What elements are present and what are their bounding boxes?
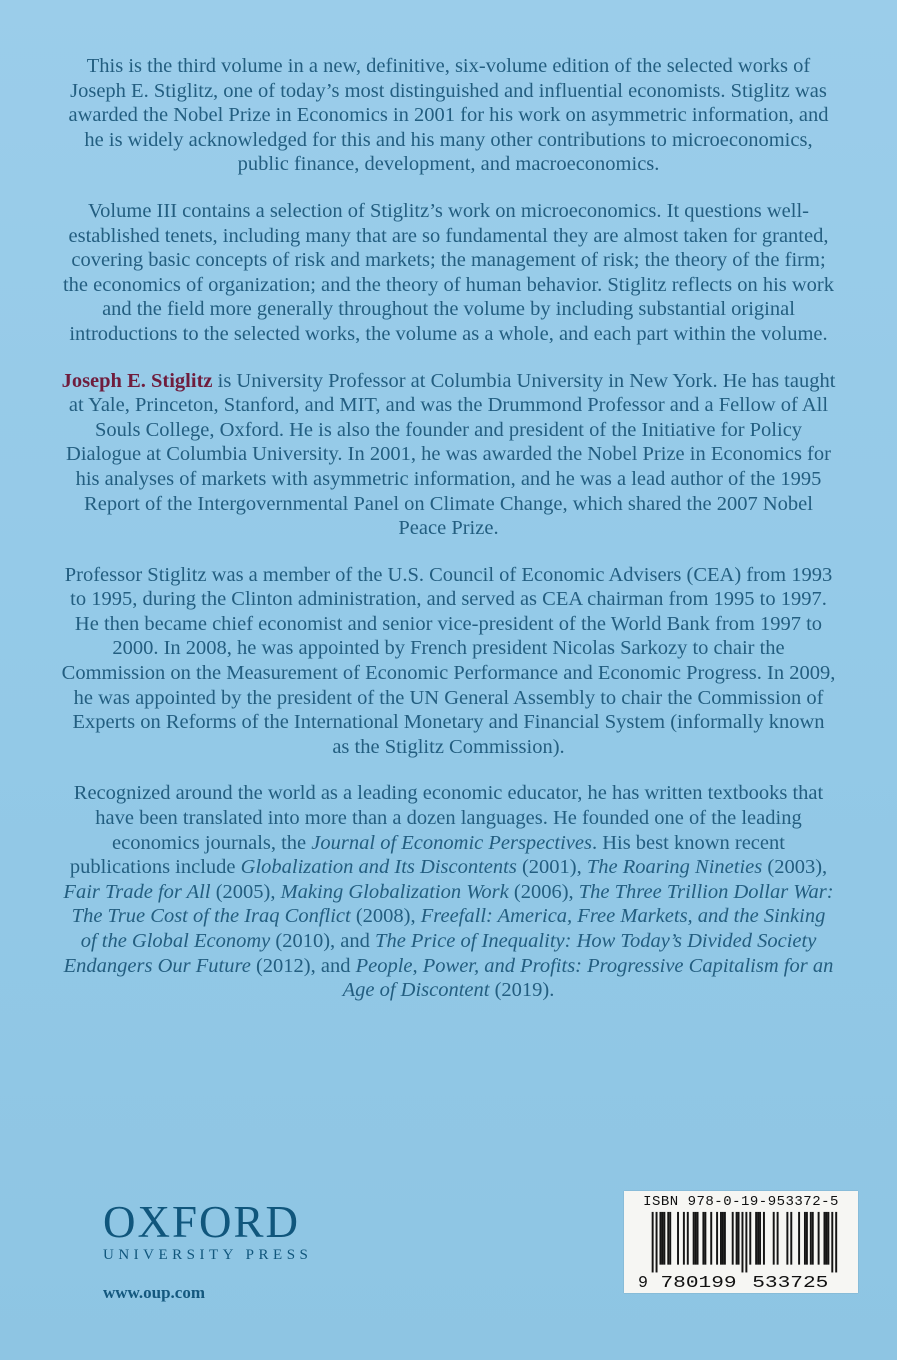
ean13-barcode [638, 1211, 844, 1289]
oxford-university-press-logo [103, 1197, 313, 1264]
svg-text:9: 9 [638, 1273, 648, 1289]
svg-text:780199: 780199 [660, 1273, 737, 1289]
author-career-paragraph: Professor Stiglitz was a member of the U.S. Council of Economic Advisers (CEA) from 1993 to 1995, during the Clinton administration, and served as CEA chairman from 1995 to 1997. He then became chief economist and senior vice-president of the World Bank from 1997 to 2000. In 2008, he was appointed by French president Nicolas Sarkozy to chair the Commission on the Measurement of Economic Performance and Economic Progress. In 2009, he was appointed by the president of the UN General Assembly to chair the Commission of Experts on Reforms of the International Monetary and Financial System (informally known as the Stiglitz Commission). [61, 563, 836, 758]
university-press-line: UNIVERSITY PRESS [103, 1247, 313, 1263]
isbn-label: ISBN 978-0-19-953372-5 [643, 1194, 839, 1210]
isbn-barcode-box [624, 1191, 858, 1293]
blurb-paragraph-volume-contents: Volume III contains a selection of Stiglitz’s work on microeconomics. It questions well-established tenets, including many that are so fundamental they are almost taken for granted, covering basic concepts of risk and markets; the management of risk; the theory of the firm; the economics of organization; and the theory of human behavior. Stiglitz reflects on his work and the field more generally throughout the volume by including substantial original introductions to the selected works, the volume as a whole, and each part within the volume. [62, 199, 835, 345]
blurb-paragraph-edition: This is the third volume in a new, definitive, six-volume edition of the selected works of Joseph E. Stiglitz, one of today’s most distinguished and influential economists. Stiglitz was awarded the Nobel Prize in Economics in 2001 for his work on asymmetric information, and he is widely acknowledged for this and his many other contributions to microeconomics, public finance, development, and macroeconomics. [68, 55, 829, 176]
author-bio-paragraph: Joseph E. Stiglitz is University Professor at Columbia University in New York. He has taught at Yale, Princeton, Stanford, and MIT, and was the Drummond Professor and a Fellow of All Souls College, Oxford. He is also the founder and president of the Initiative for Policy Dialogue at Columbia University. In 2001, he was awarded the Nobel Prize in Economics for his analyses of markets with asymmetric information, and he was a lead author of the 1995 Report of the Intergovernmental Panel on Climate Change, which shared the 2007 Nobel Peace Prize. [61, 369, 836, 540]
back-cover-text [62, 54, 836, 1025]
svg-text:533725: 533725 [752, 1273, 829, 1289]
author-publications-paragraph: Recognized around the world as a leading economic educator, he has written textbooks that have been translated into more than a dozen languages. He founded one of the leading economics journals, the Journal of Economic Perspectives. His best known recent publications include Globalization and Its Discontents (2001), The Roaring Nineties (2003), Fair Trade for All (2005), Making Globalization Work (2006), The Three Trillion Dollar War: The True Cost of the Iraq Conflict (2008), Freefall: America, Free Markets, and the Sinking of the Global Economy (2010), and The Price of Inequality: How Today’s Divided Society Endangers Our Future (2012), and People, Power, and Profits: Progressive Capitalism for an Age of Discontent (2019). [63, 782, 834, 1002]
oxford-wordmark: OXFORD [103, 1197, 301, 1247]
publisher-website: www.oup.com [103, 1283, 206, 1302]
